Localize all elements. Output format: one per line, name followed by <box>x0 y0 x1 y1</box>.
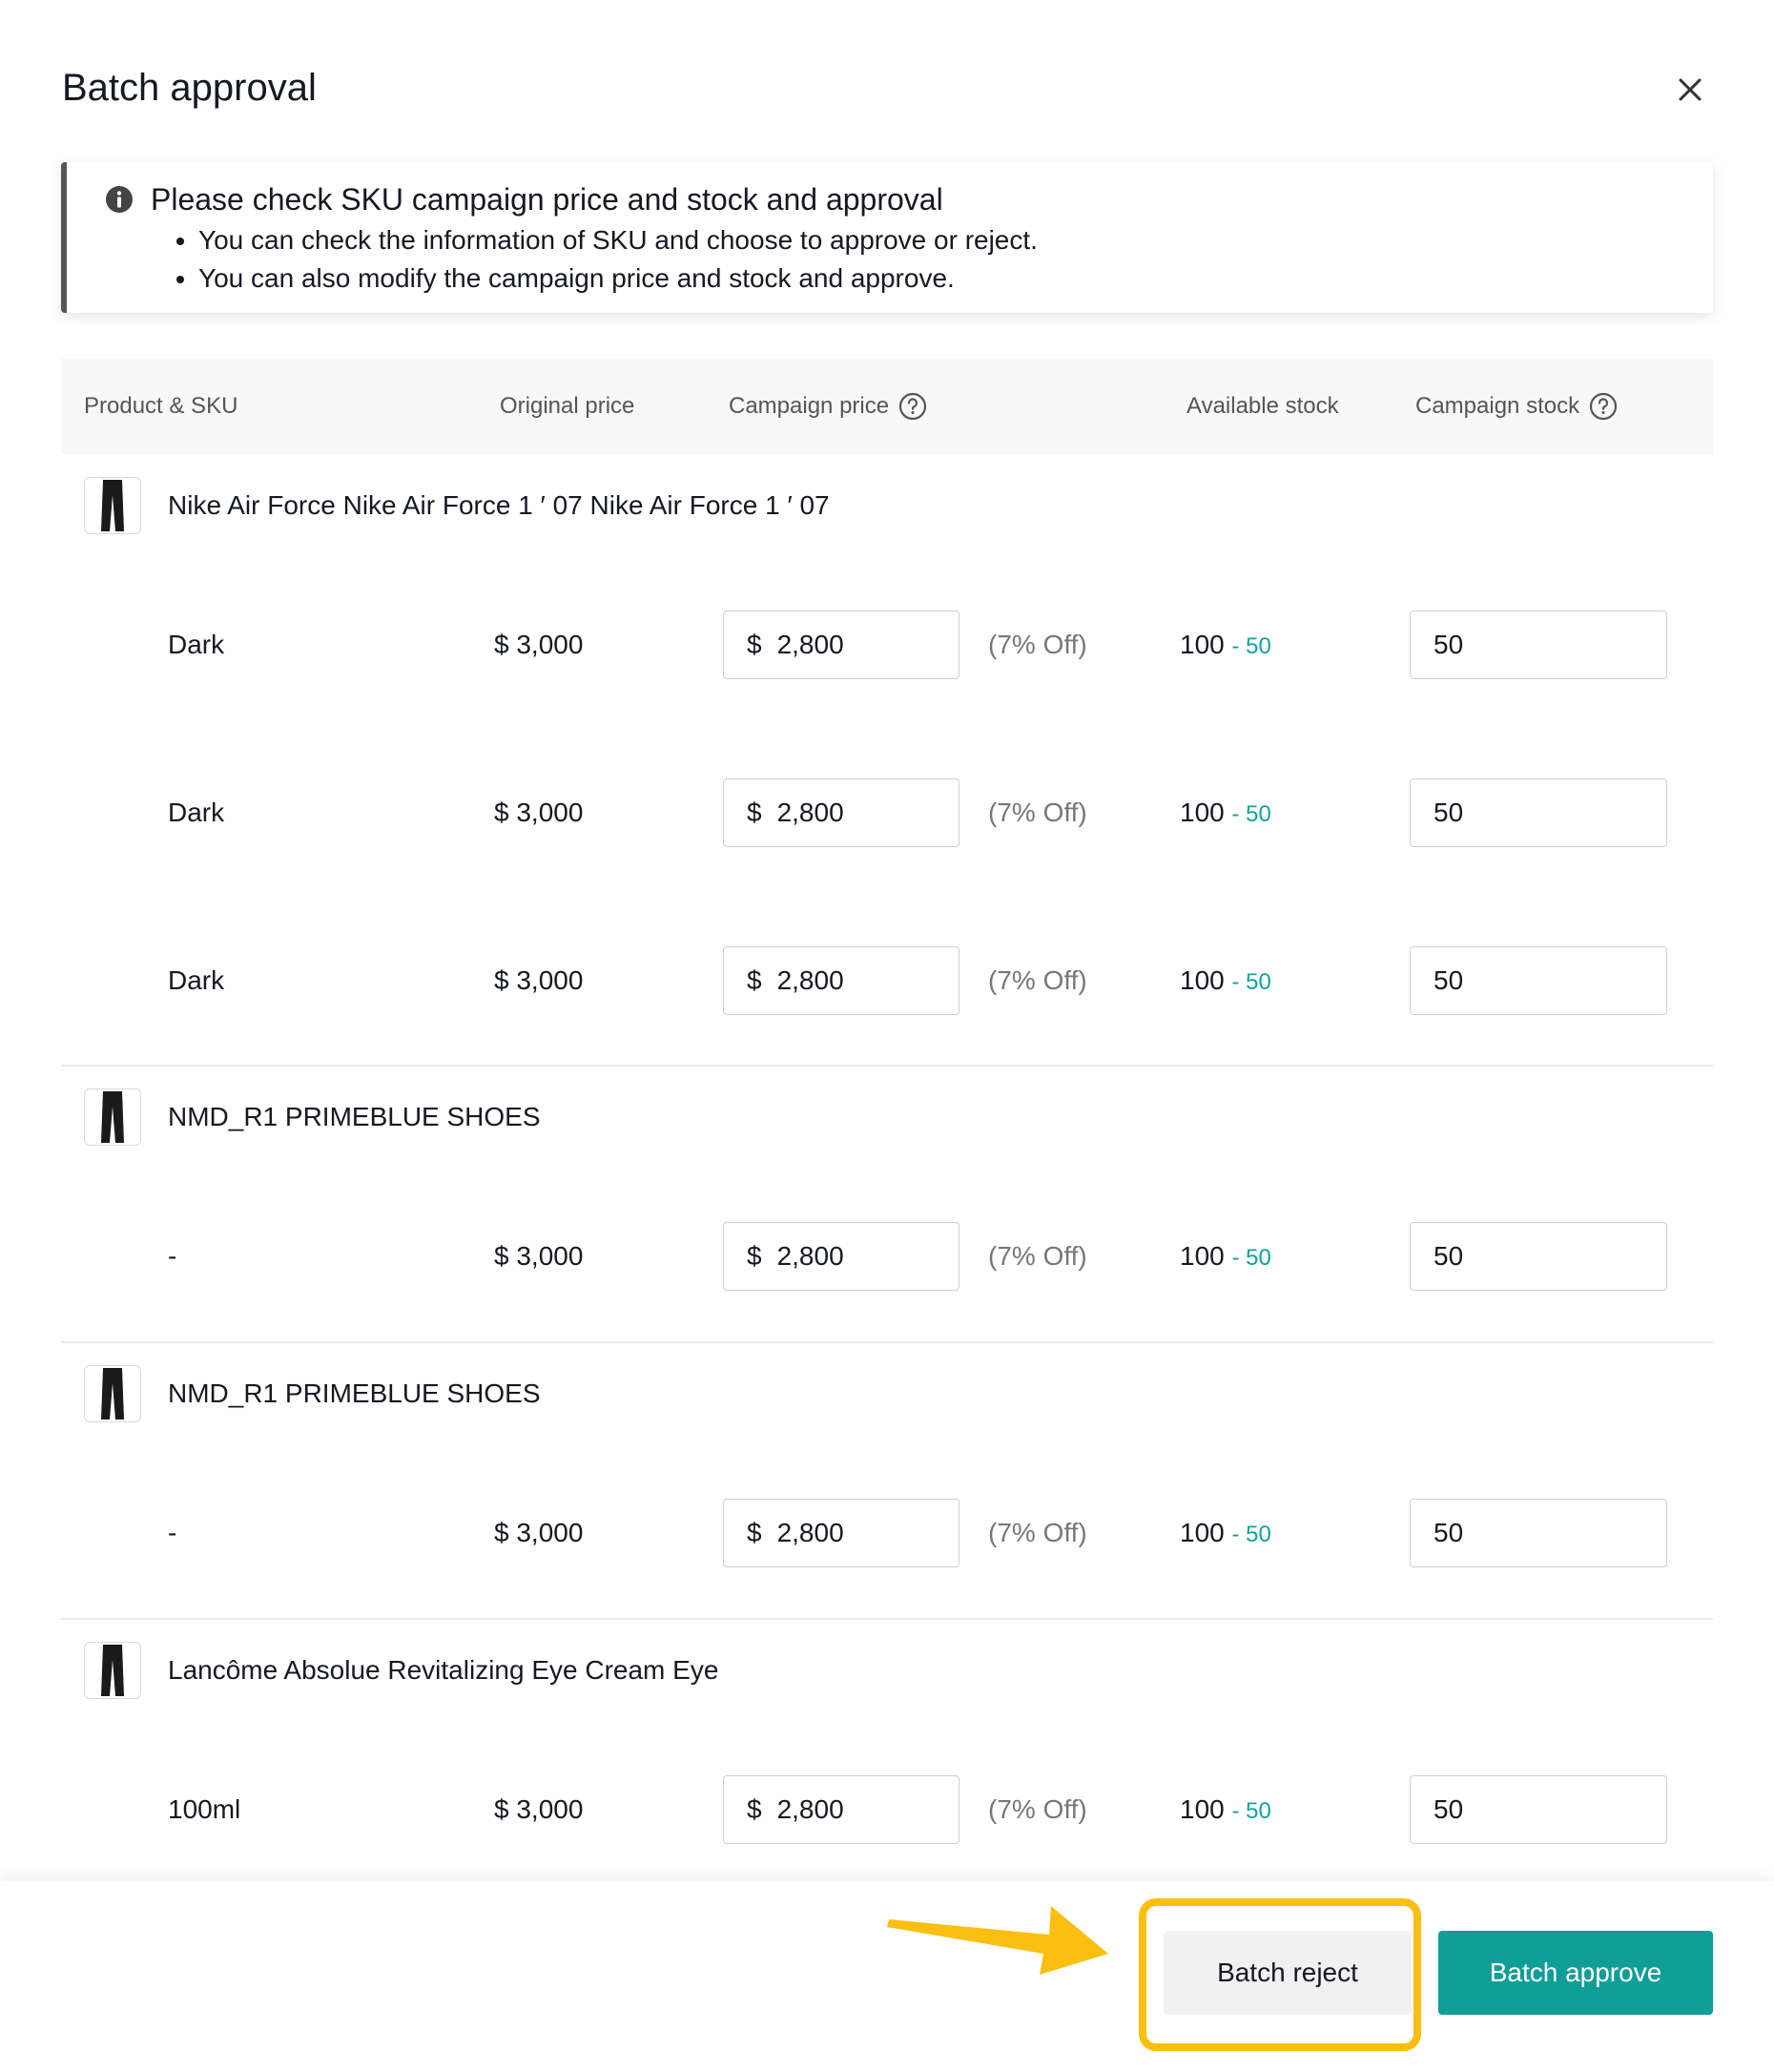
header-campaign-stock <box>1415 359 1618 454</box>
sku-name: - <box>168 1518 177 1547</box>
modal-title: Batch approval <box>62 67 317 109</box>
original-price: $ 3,000 <box>494 1518 584 1547</box>
campaign-price-input[interactable] <box>723 611 959 679</box>
available-stock-value: 100 <box>1180 630 1225 659</box>
header-product-sku: Product & SKU <box>84 393 238 419</box>
product-thumbnail <box>84 1088 141 1146</box>
header-campaign-stock-label: Campaign stock <box>1415 393 1580 419</box>
sku-name: Dark <box>168 798 225 827</box>
product-divider <box>61 1618 1713 1620</box>
header-available-stock: Available stock <box>1186 393 1339 419</box>
discount-label: (7% Off) <box>988 1241 1087 1271</box>
campaign-stock-input[interactable]: 50 <box>1410 1775 1667 1844</box>
sku-name: - <box>168 1241 177 1271</box>
available-stock-value: 100 <box>1180 965 1225 995</box>
notice-bullet: • You can check the information of SKU and choose to approve or reject. <box>198 221 1038 259</box>
available-stock <box>1180 1222 1271 1291</box>
product-name: Nike Air Force Nike Air Force 1 ′ 07 Nike Air Force 1 ′ 07 <box>168 490 830 520</box>
campaign-stock-input[interactable]: 50 <box>1410 611 1667 679</box>
original-price: $ 3,000 <box>494 1794 584 1824</box>
header-campaign-price <box>729 359 927 454</box>
notice-title: Please check SKU campaign price and stock and approval <box>151 182 943 217</box>
product-thumbnail <box>84 1365 141 1422</box>
sku-name: 100ml <box>168 1794 241 1824</box>
batch-approve-button[interactable]: Batch approve <box>1438 1931 1713 2015</box>
sku-name: Dark <box>168 630 225 659</box>
sku-row <box>61 611 1713 679</box>
original-price: $ 3,000 <box>494 1241 584 1271</box>
campaign-price-value: 2,800 <box>776 630 844 659</box>
currency-symbol: $ <box>747 965 762 995</box>
original-price: $ 3,000 <box>494 965 584 995</box>
sku-row <box>61 1775 1713 1844</box>
close-icon[interactable] <box>1673 73 1707 107</box>
campaign-stock-input[interactable]: 50 <box>1410 946 1667 1015</box>
product-name: NMD_R1 PRIMEBLUE SHOES <box>168 1378 541 1408</box>
discount-label: (7% Off) <box>988 1518 1087 1547</box>
original-price: $ 3,000 <box>494 798 584 827</box>
campaign-price-value: 2,800 <box>776 798 844 827</box>
available-stock-value: 100 <box>1180 1794 1225 1824</box>
available-stock <box>1180 778 1271 847</box>
currency-symbol: $ <box>747 1794 762 1824</box>
available-stock <box>1180 1499 1271 1567</box>
reserved-stock: - 50 <box>1231 969 1271 995</box>
table-header <box>61 359 1713 454</box>
discount-label: (7% Off) <box>988 630 1087 659</box>
product-thumbnail <box>84 1642 141 1699</box>
batch-reject-button[interactable]: Batch reject <box>1164 1931 1412 2015</box>
pants-icon <box>100 1368 125 1419</box>
product-name: NMD_R1 PRIMEBLUE SHOES <box>168 1102 541 1131</box>
campaign-price-input[interactable] <box>723 1222 959 1291</box>
available-stock-value: 100 <box>1180 798 1225 827</box>
reserved-stock: - 50 <box>1231 633 1271 659</box>
currency-symbol: $ <box>747 798 762 827</box>
discount-label: (7% Off) <box>988 798 1087 827</box>
campaign-price-value: 2,800 <box>776 1794 844 1824</box>
campaign-price-value: 2,800 <box>776 1518 844 1547</box>
reserved-stock: - 50 <box>1231 1245 1271 1271</box>
currency-symbol: $ <box>747 1518 762 1547</box>
pants-icon <box>100 1645 125 1696</box>
discount-label: (7% Off) <box>988 965 1087 995</box>
available-stock-value: 100 <box>1180 1241 1225 1271</box>
sku-row <box>61 1222 1713 1291</box>
available-stock-value: 100 <box>1180 1518 1225 1547</box>
sku-row <box>61 946 1713 1015</box>
product-name: Lancôme Absolue Revitalizing Eye Cream Eye <box>168 1655 719 1685</box>
question-circle-icon[interactable] <box>1589 392 1618 421</box>
currency-symbol: $ <box>747 630 762 659</box>
product-divider <box>61 1341 1713 1343</box>
product-thumbnail <box>84 477 141 534</box>
available-stock <box>1180 611 1271 679</box>
notice-list <box>172 221 1038 298</box>
header-campaign-price-label: Campaign price <box>729 393 890 419</box>
campaign-price-value: 2,800 <box>776 965 844 995</box>
reserved-stock: - 50 <box>1231 1522 1271 1547</box>
sku-row <box>61 1499 1713 1567</box>
discount-label: (7% Off) <box>988 1794 1087 1824</box>
info-notice <box>61 162 1713 313</box>
campaign-price-input[interactable] <box>723 946 959 1015</box>
campaign-price-input[interactable] <box>723 1775 959 1844</box>
sku-row <box>61 778 1713 847</box>
available-stock <box>1180 1775 1271 1844</box>
currency-symbol: $ <box>747 1241 762 1271</box>
product-divider <box>61 1065 1713 1067</box>
original-price: $ 3,000 <box>494 630 584 659</box>
campaign-stock-input[interactable]: 50 <box>1410 1222 1667 1291</box>
info-icon <box>105 185 134 214</box>
sku-name: Dark <box>168 965 225 995</box>
campaign-price-input[interactable] <box>723 1499 959 1567</box>
campaign-stock-input[interactable]: 50 <box>1410 778 1667 847</box>
campaign-price-value: 2,800 <box>776 1241 844 1271</box>
campaign-stock-input[interactable]: 50 <box>1410 1499 1667 1567</box>
pants-icon <box>100 480 125 531</box>
reserved-stock: - 50 <box>1231 801 1271 827</box>
campaign-price-input[interactable] <box>723 778 959 847</box>
reserved-stock: - 50 <box>1231 1798 1271 1824</box>
header-original-price: Original price <box>500 393 635 419</box>
available-stock <box>1180 946 1271 1015</box>
notice-bullet: • You can also modify the campaign price and stock and approve. <box>198 259 1038 298</box>
pants-icon <box>100 1091 125 1143</box>
question-circle-icon[interactable] <box>898 392 927 421</box>
